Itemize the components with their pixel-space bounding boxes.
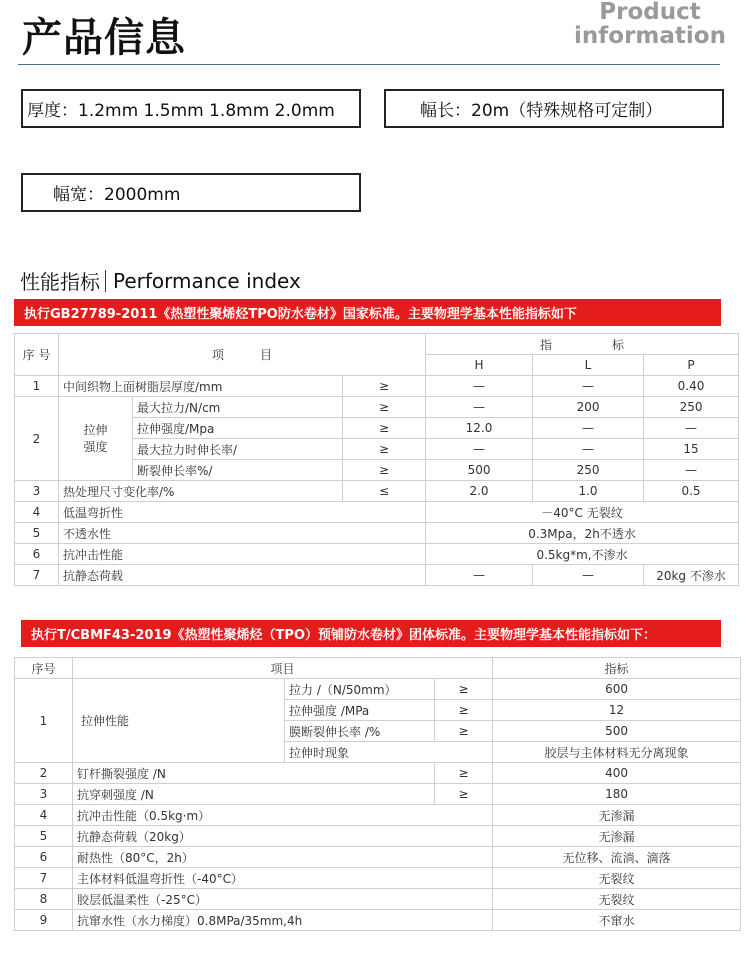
page-title-en (570, 0, 730, 48)
header-no: 序 号 (15, 334, 59, 376)
row-item: 拉伸时现象 (285, 742, 493, 763)
row-item: 抗静态荷载 (59, 565, 426, 586)
row-p: — (644, 460, 739, 481)
row-l: — (533, 439, 644, 460)
performance-table-1 (14, 333, 739, 586)
row-value: 400 (493, 763, 741, 784)
table-row (15, 784, 741, 805)
row-value: －40°C 无裂纹 (426, 502, 739, 523)
row-no: 4 (15, 502, 59, 523)
row-l: 1.0 (533, 481, 644, 502)
table1-banner: 执行GB27789-2011《热塑性聚烯烃TPO防水卷材》国家标准。主要物理学基本性能指标如下 (14, 299, 721, 326)
row-value: 不窜水 (493, 910, 741, 931)
row-item: 拉伸强度 /MPa (285, 700, 435, 721)
row-value: 胶层与主体材料无分离现象 (493, 742, 741, 763)
row-item: 断裂伸长率%/ (133, 460, 343, 481)
row-no: 1 (15, 679, 73, 763)
header-h: H (426, 355, 533, 376)
table-row (15, 334, 739, 355)
row-operator: ≥ (343, 397, 426, 418)
row-value: 500 (493, 721, 741, 742)
row-item: 中间织物上面树脂层厚度/mm (59, 376, 343, 397)
row-l: — (533, 418, 644, 439)
row-l: — (533, 376, 644, 397)
row-no: 2 (15, 397, 59, 481)
row-no: 1 (15, 376, 59, 397)
table-row (15, 658, 741, 679)
row-operator: ≥ (435, 784, 493, 805)
row-item: 抗窜水性（水力梯度）0.8MPa/35mm,4h (73, 910, 493, 931)
row-item: 主体材料低温弯折性（-40°C） (73, 868, 493, 889)
row-no: 6 (15, 847, 73, 868)
header-no: 序号 (15, 658, 73, 679)
row-l: 250 (533, 460, 644, 481)
table-row (15, 868, 741, 889)
row-item: 不透水性 (59, 523, 426, 544)
row-value: 无渗漏 (493, 826, 741, 847)
table-row (15, 523, 739, 544)
width-spec: 幅宽：2000mm (21, 173, 361, 212)
row-operator: ≥ (435, 679, 493, 700)
section-title-cn: 性能指标 (20, 270, 100, 294)
row-operator: ≥ (435, 700, 493, 721)
row-item: 耐热性（80°C，2h） (73, 847, 493, 868)
table-row (15, 805, 741, 826)
row-p: 0.5 (644, 481, 739, 502)
row-value: 0.3Mpa，2h不透水 (426, 523, 739, 544)
table-row (15, 376, 739, 397)
row-no: 5 (15, 826, 73, 847)
row-group: 拉伸 强度 (59, 397, 133, 481)
row-h: 12.0 (426, 418, 533, 439)
section-title-separator (105, 270, 106, 292)
row-value: 180 (493, 784, 741, 805)
section-title-en: Performance index (113, 268, 301, 293)
row-item: 最大拉力时伸长率/ (133, 439, 343, 460)
row-item: 胶层低温柔性（-25°C） (73, 889, 493, 910)
row-p: 250 (644, 397, 739, 418)
row-operator: ≥ (343, 376, 426, 397)
row-h: — (426, 565, 533, 586)
table-row (15, 565, 739, 586)
row-no: 6 (15, 544, 59, 565)
row-l: 200 (533, 397, 644, 418)
header-item: 项目 (73, 658, 493, 679)
row-p: 15 (644, 439, 739, 460)
row-operator: ≥ (343, 439, 426, 460)
header-divider (18, 64, 720, 65)
row-value: 无裂纹 (493, 868, 741, 889)
header-l: L (533, 355, 644, 376)
row-item: 抗静态荷载（20kg） (73, 826, 493, 847)
table-row (15, 910, 741, 931)
row-item: 抗冲击性能 (59, 544, 426, 565)
table-row (15, 679, 741, 700)
row-no: 2 (15, 763, 73, 784)
row-p: 0.40 (644, 376, 739, 397)
row-item: 最大拉力/N/cm (133, 397, 343, 418)
table-row (15, 544, 739, 565)
row-no: 4 (15, 805, 73, 826)
table-row (15, 847, 741, 868)
header-index: 指 标 (426, 334, 739, 355)
table-row (15, 763, 741, 784)
row-item: 抗穿刺强度 /N (73, 784, 435, 805)
row-p: 20kg 不渗水 (644, 565, 739, 586)
row-value: 12 (493, 700, 741, 721)
row-no: 3 (15, 481, 59, 502)
row-item: 膜断裂伸长率 /% (285, 721, 435, 742)
length-spec: 幅长：20m（特殊规格可定制） (384, 89, 724, 128)
title-en-line2: information (574, 23, 726, 49)
row-l: — (533, 565, 644, 586)
row-no: 7 (15, 868, 73, 889)
row-value: 无位移、流淌、滴落 (493, 847, 741, 868)
row-item: 拉力 /（N/50mm） (285, 679, 435, 700)
table2-banner: 执行T/CBMF43-2019《热塑性聚烯烃（TPO）预铺防水卷材》团体标准。主要物理学基本性能指标如下： (21, 620, 721, 647)
row-h: — (426, 376, 533, 397)
row-value: 无渗漏 (493, 805, 741, 826)
header-p: P (644, 355, 739, 376)
table-row (15, 397, 739, 418)
row-item: 热处理尺寸变化率/% (59, 481, 343, 502)
row-operator: ≥ (343, 418, 426, 439)
table-row (15, 826, 741, 847)
performance-table-2 (14, 657, 741, 931)
page-title: 产品信息 (22, 15, 186, 61)
header-index: 指标 (493, 658, 741, 679)
title-en-line1: Product (599, 0, 701, 25)
row-h: 2.0 (426, 481, 533, 502)
row-no: 9 (15, 910, 73, 931)
table-row (15, 502, 739, 523)
row-item: 拉伸强度/Mpa (133, 418, 343, 439)
row-operator: ≥ (435, 721, 493, 742)
row-h: 500 (426, 460, 533, 481)
row-no: 8 (15, 889, 73, 910)
row-operator: ≥ (343, 460, 426, 481)
header-item: 项 目 (59, 334, 426, 376)
row-operator: ≥ (435, 763, 493, 784)
row-no: 5 (15, 523, 59, 544)
section-title (20, 266, 301, 295)
row-group: 拉伸性能 (73, 679, 285, 763)
row-value: 0.5kg*m,不渗水 (426, 544, 739, 565)
table-row (15, 889, 741, 910)
row-item: 抗冲击性能（0.5kg·m） (73, 805, 493, 826)
table-row (15, 481, 739, 502)
row-no: 3 (15, 784, 73, 805)
row-value: 无裂纹 (493, 889, 741, 910)
row-p: — (644, 418, 739, 439)
row-no: 7 (15, 565, 59, 586)
row-value: 600 (493, 679, 741, 700)
row-item: 钉杆撕裂强度 /N (73, 763, 435, 784)
row-h: — (426, 439, 533, 460)
row-operator: ≤ (343, 481, 426, 502)
thickness-spec: 厚度：1.2mm 1.5mm 1.8mm 2.0mm (21, 89, 361, 128)
row-h: — (426, 397, 533, 418)
row-item: 低温弯折性 (59, 502, 426, 523)
